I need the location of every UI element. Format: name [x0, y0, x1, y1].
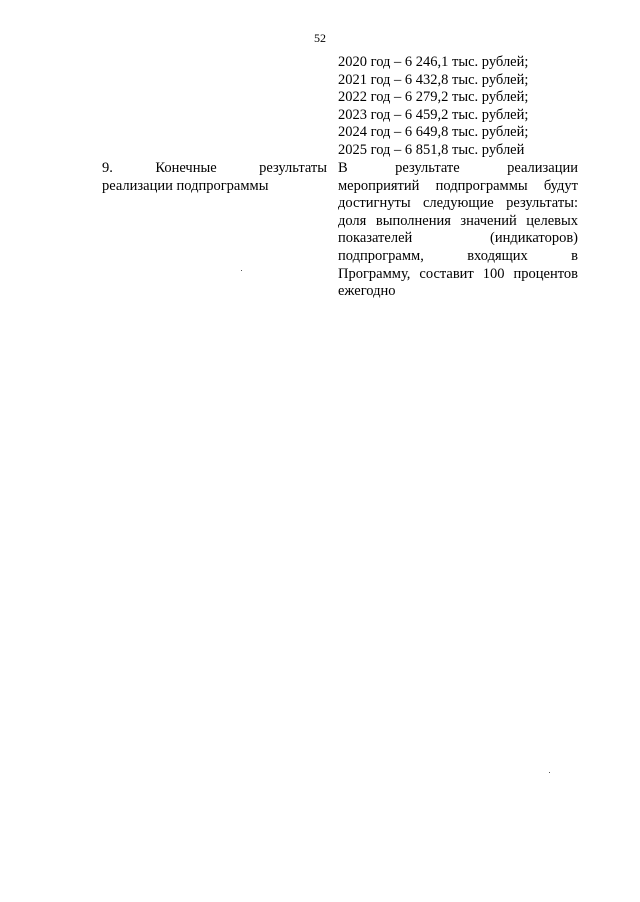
content-word: (индикаторов) — [490, 230, 578, 247]
funding-line-2024: 2024 год – 6 649,8 тыс. рублей; — [338, 124, 529, 141]
content-word: ежегодно — [338, 283, 396, 300]
content-word: мероприятий — [338, 177, 420, 194]
content-word: 100 — [482, 265, 505, 282]
funding-by-year-list — [338, 54, 578, 160]
funding-line-2025: 2025 год – 6 851,8 тыс. рублей — [338, 141, 525, 158]
row-9-title-line-1 — [102, 160, 327, 178]
row-9-content-line — [338, 178, 578, 196]
row-9-content-line — [338, 248, 578, 266]
row-9-title-line-2: реализации подпрограммы — [102, 177, 269, 194]
content-word: реализации — [507, 160, 578, 176]
content-word: доля — [338, 212, 367, 229]
row-9-content-line — [338, 213, 578, 231]
row-9-number: 9. — [102, 160, 113, 176]
content-word: подпрограмм, — [338, 247, 424, 264]
funding-line-2021: 2021 год – 6 432,8 тыс. рублей; — [338, 71, 529, 88]
row-9-content-line — [338, 195, 578, 213]
content-word: подпрограммы — [435, 177, 528, 194]
scan-speck — [549, 772, 550, 773]
row-9-title-cell — [102, 160, 327, 195]
content-word: составит — [419, 265, 474, 282]
content-word: значений — [460, 212, 517, 229]
content-word: показателей — [338, 230, 413, 247]
row-9-content-line — [338, 283, 578, 301]
content-word: следующие — [422, 195, 494, 212]
row-9-title-word: Конечные — [155, 160, 217, 176]
funding-line-2023: 2023 год – 6 459,2 тыс. рублей; — [338, 106, 529, 123]
funding-line-2022: 2022 год – 6 279,2 тыс. рублей; — [338, 89, 529, 106]
content-word: входящих — [467, 247, 528, 264]
content-word: целевых — [526, 212, 578, 229]
content-word: Программу, — [338, 265, 411, 282]
scan-speck — [241, 270, 242, 271]
content-word: будут — [543, 177, 578, 194]
content-word: выполнения — [375, 212, 451, 229]
content-word: в — [571, 247, 578, 264]
content-word: процентов — [513, 265, 578, 282]
row-9-content-line — [338, 160, 578, 178]
content-word: достигнуты — [338, 195, 411, 212]
row-9-title-word: результаты — [259, 160, 327, 176]
row-9-content-line — [338, 230, 578, 248]
content-word: результате — [395, 160, 460, 176]
funding-line-2020: 2020 год – 6 246,1 тыс. рублей; — [338, 54, 529, 70]
content-word: результаты: — [506, 195, 578, 212]
row-9-content-cell — [338, 160, 578, 301]
content-word: В — [338, 160, 348, 176]
page-number: 52 — [314, 31, 326, 45]
row-9-content-line — [338, 266, 578, 284]
